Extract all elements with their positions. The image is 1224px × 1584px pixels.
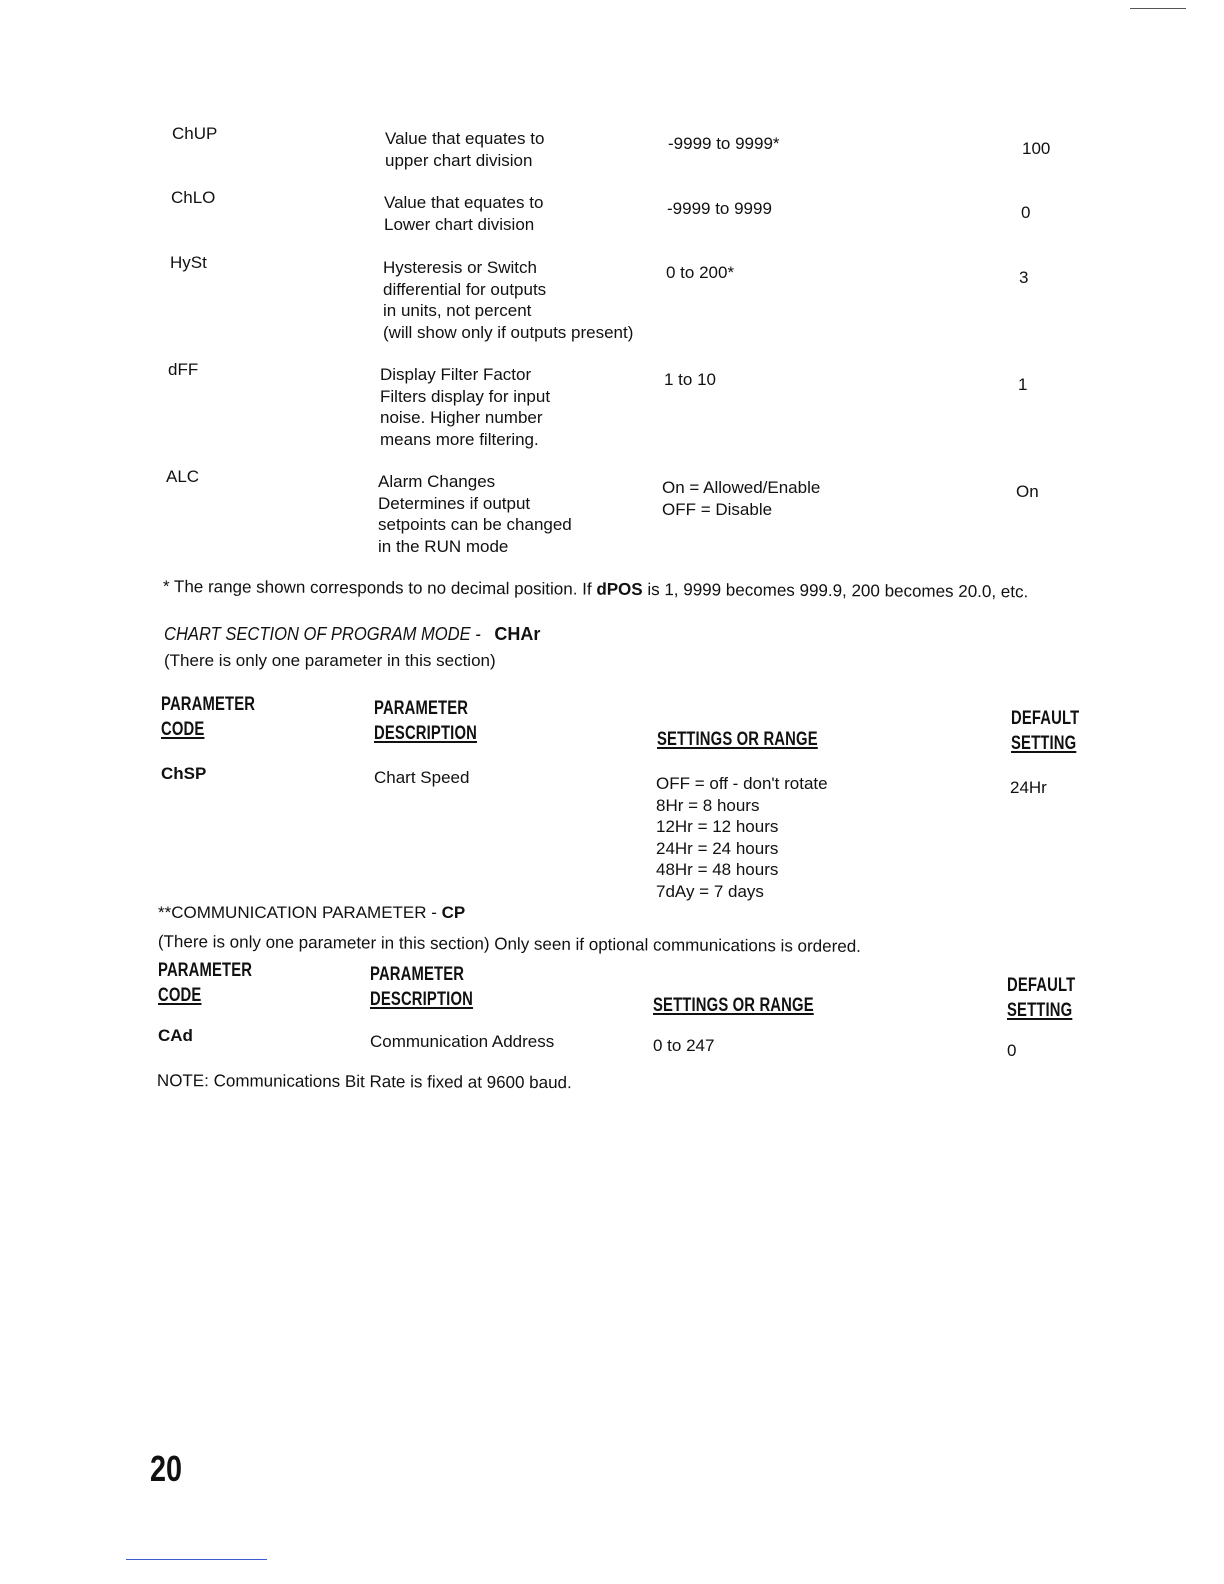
param-description bbox=[378, 471, 572, 557]
comm-section-title bbox=[158, 902, 465, 924]
param-description bbox=[380, 364, 550, 450]
param-description-line: Hysteresis or Switch bbox=[383, 258, 537, 277]
param-description-line: means more filtering. bbox=[380, 429, 539, 449]
chart-row-code: ChSP bbox=[161, 764, 207, 783]
range-footnote bbox=[163, 576, 1028, 603]
param-description-line: Lower chart division bbox=[384, 214, 535, 234]
chart-header-code-line2: CODE bbox=[161, 719, 205, 740]
chart-range-option: 8Hr = 8 hours bbox=[656, 795, 760, 815]
comm-row-range: 0 to 247 bbox=[653, 1036, 715, 1055]
param-description-line: upper chart division bbox=[385, 150, 533, 170]
chart-range-option: 12Hr = 12 hours bbox=[656, 817, 779, 836]
param-code: HySt bbox=[170, 253, 207, 272]
param-description-line: Determines if output bbox=[378, 493, 531, 513]
param-default: 1 bbox=[1018, 375, 1028, 394]
comm-header-default bbox=[1007, 973, 1075, 1023]
chart-header-default-line1: DEFAULT bbox=[1011, 708, 1080, 729]
chart-row-range bbox=[656, 773, 828, 902]
comm-header-code bbox=[158, 958, 252, 1008]
page-number: 20 bbox=[150, 1448, 183, 1489]
param-range bbox=[667, 198, 772, 220]
param-description-line: (will show only if outputs present) bbox=[383, 322, 634, 342]
comm-section-note: (There is only one parameter in this section) Only seen if optional communications is ordered. bbox=[157, 932, 861, 956]
chart-section-title-italic: CHART SECTION OF PROGRAM MODE - bbox=[164, 624, 481, 644]
param-code: ChUP bbox=[172, 124, 218, 143]
param-description bbox=[384, 192, 543, 235]
chart-header-code-line1: PARAMETER bbox=[161, 694, 256, 715]
param-range-line: -9999 to 9999 bbox=[667, 199, 772, 218]
comm-row-default: 0 bbox=[1007, 1041, 1017, 1060]
param-description bbox=[385, 128, 544, 171]
param-range bbox=[666, 262, 734, 284]
param-description-line: Display Filter Factor bbox=[380, 365, 532, 384]
comm-header-code-line2: CODE bbox=[158, 985, 202, 1006]
param-description-line: noise. Higher number bbox=[380, 408, 543, 427]
param-range-line: -9999 to 9999* bbox=[668, 134, 780, 153]
param-range bbox=[668, 133, 780, 155]
comm-header-desc bbox=[370, 962, 473, 1012]
footer-rule bbox=[126, 1559, 267, 1560]
comm-header-desc-line1: PARAMETER bbox=[370, 964, 465, 985]
chart-range-option: 7dAy = 7 days bbox=[656, 881, 764, 901]
param-default: 100 bbox=[1022, 139, 1051, 158]
chart-header-code bbox=[161, 692, 255, 742]
chart-header-range: SETTINGS OR RANGE bbox=[657, 729, 818, 750]
comm-header-range: SETTINGS OR RANGE bbox=[653, 995, 814, 1016]
param-range bbox=[662, 477, 820, 520]
comm-header-default-line2: SETTING bbox=[1007, 1000, 1073, 1021]
comm-header-code-line1: PARAMETER bbox=[158, 960, 253, 981]
comm-header-default-line1: DEFAULT bbox=[1007, 975, 1076, 996]
comm-section-title-bold: CP bbox=[441, 903, 466, 922]
param-description-line: Value that equates to bbox=[384, 193, 544, 212]
chart-header-desc-line1: PARAMETER bbox=[374, 698, 469, 719]
param-range-line: 1 to 10 bbox=[664, 370, 716, 389]
comm-row-code: CAd bbox=[158, 1026, 193, 1045]
chart-header-default-line2: SETTING bbox=[1011, 733, 1077, 754]
comm-header-desc-line2: DESCRIPTION bbox=[370, 989, 473, 1010]
param-description-line: setpoints can be changed bbox=[378, 515, 572, 534]
param-range-line: On = Allowed/Enable bbox=[662, 478, 821, 497]
chart-section-title-bold: CHAr bbox=[494, 624, 541, 644]
chart-range-option: 48Hr = 48 hours bbox=[656, 860, 779, 879]
chart-section-note: (There is only one parameter in this section) bbox=[164, 651, 496, 670]
param-range-line: OFF = Disable bbox=[662, 499, 773, 519]
chart-range-option: 24Hr = 24 hours bbox=[656, 838, 779, 858]
chart-header-desc bbox=[374, 696, 477, 746]
chart-range-option: OFF = off - don't rotate bbox=[656, 774, 828, 793]
param-code: dFF bbox=[168, 360, 199, 379]
footnote-bold: dPOS bbox=[596, 579, 643, 599]
param-description-line: in units, not percent bbox=[383, 301, 532, 320]
comm-row-description: Communication Address bbox=[370, 1032, 555, 1051]
comm-footer-note: NOTE: Communications Bit Rate is fixed at 9600 baud. bbox=[156, 1071, 572, 1093]
chart-row-default: 24Hr bbox=[1010, 778, 1047, 797]
param-description-line: Alarm Changes bbox=[378, 472, 496, 491]
param-default: 0 bbox=[1021, 203, 1031, 222]
param-range-line: 0 to 200* bbox=[666, 263, 735, 282]
param-default: On bbox=[1016, 482, 1039, 501]
param-range bbox=[664, 369, 716, 391]
corner-rule bbox=[1130, 8, 1186, 9]
param-description-line: Filters display for input bbox=[380, 386, 551, 406]
param-description-line: Value that equates to bbox=[385, 129, 545, 148]
param-default: 3 bbox=[1019, 268, 1029, 287]
footnote-prefix: * The range shown corresponds to no decimal position. If bbox=[162, 577, 597, 599]
comm-section-title-prefix: **COMMUNICATION PARAMETER - bbox=[158, 903, 442, 922]
chart-header-desc-line2: DESCRIPTION bbox=[374, 723, 477, 744]
chart-row-description: Chart Speed bbox=[374, 768, 470, 787]
footnote-suffix: is 1, 9999 becomes 999.9, 200 becomes 20.0, etc. bbox=[642, 579, 1029, 602]
param-description-line: differential for outputs bbox=[383, 279, 547, 299]
param-code: ALC bbox=[166, 467, 200, 486]
param-code: ChLO bbox=[171, 188, 216, 207]
chart-section-title bbox=[164, 624, 540, 645]
param-description bbox=[383, 257, 633, 343]
chart-header-default bbox=[1011, 706, 1079, 756]
param-description-line: in the RUN mode bbox=[378, 536, 509, 556]
